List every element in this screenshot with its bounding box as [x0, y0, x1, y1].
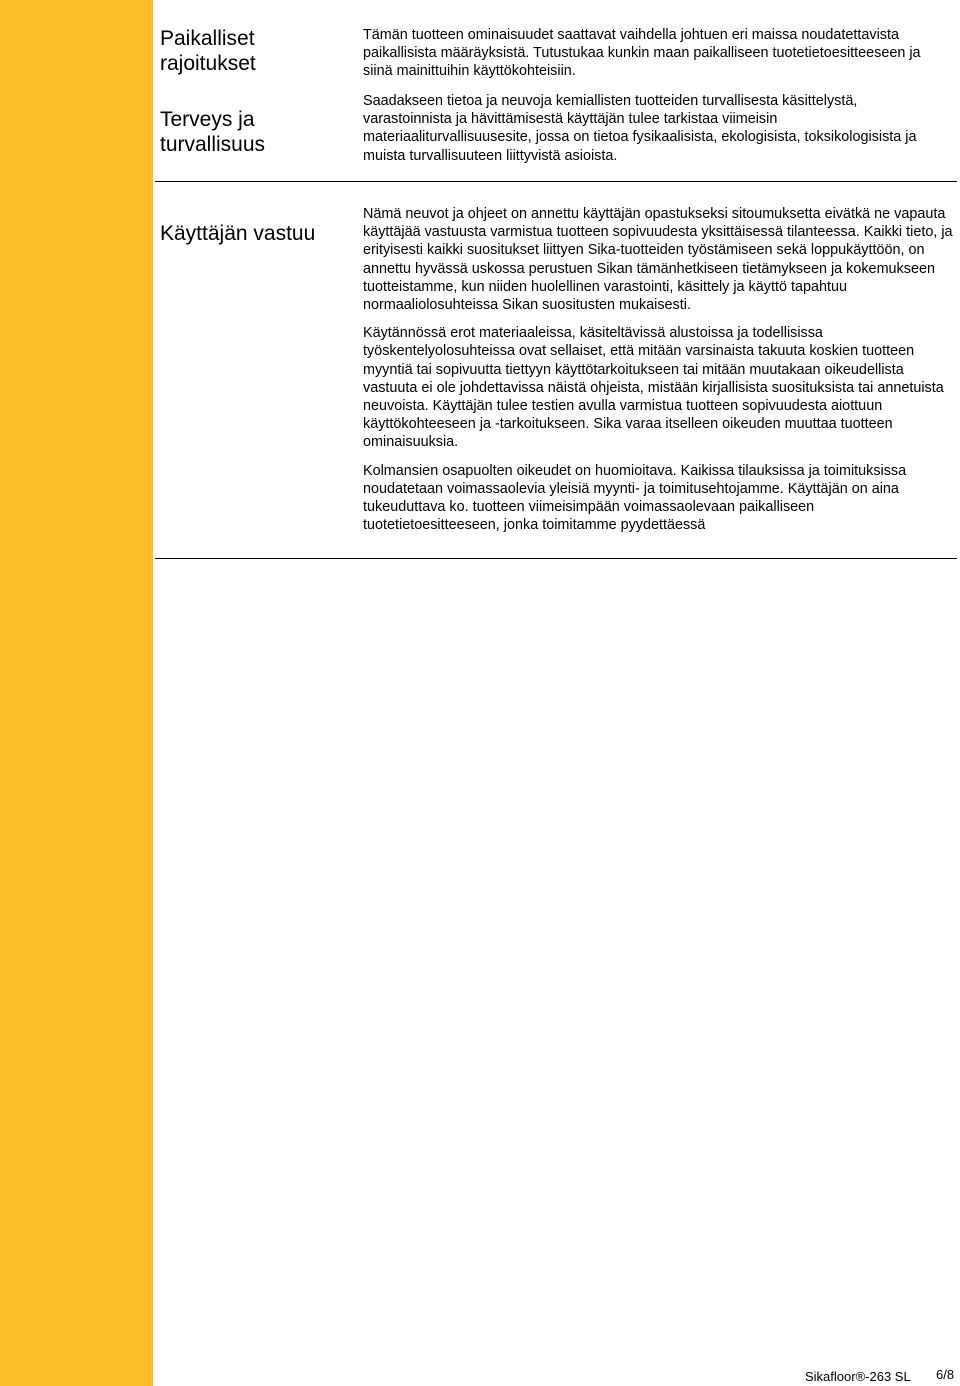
section-title-line: rajoitukset	[160, 52, 256, 75]
section-divider	[155, 181, 957, 182]
section-title-local-restrictions	[160, 26, 345, 76]
section-title-line: Paikalliset	[160, 27, 255, 50]
yellow-sidebar	[0, 0, 153, 1386]
paragraph: Tämän tuotteen ominaisuudet saattavat vaihdella johtuen eri maissa noudatettavista paikallisista määräyksistä. Tutustukaa kunkin maan paikalliseen tuotetietoesitteeseen ja siinä mainittuihin käyttökohteisiin.	[363, 27, 921, 80]
paragraph: Saadakseen tietoa ja neuvoja kemiallisten tuotteiden turvallisesta käsittelystä, varastoinnista ja hävittämisestä käyttäjän tulee tarkistaa viimeisin materiaaliturvallisuusesite, jossa on tietoa fysikaalisista, ekologisista, toksikologisista ja muista turvallisuuteen liittyvistä asioista.	[363, 93, 917, 164]
paragraph: Kolmansien osapuolten oikeudet on huomioitava. Kaikissa tilauksissa ja toimituksissa noudatetaan voimassaolevia yleisiä myynti- ja toimitusehtojamme. Käyttäjän on aina tukeuduttava ko. tuotteen viimeisimpään voimassaolevaan paikalliseen tuotetietoesitteeseen, jonka toimitamme pyydettäessä	[363, 462, 907, 534]
section-divider	[155, 558, 957, 559]
health-safety-text	[363, 92, 943, 165]
paragraph: Nämä neuvot ja ohjeet on annettu käyttäjän opastukseksi sitoumuksetta eivätkä ne vapauta käyttäjää vastuusta varmistua tuotteen sopivuudesta yksittäisessä tilanteessa. Kaikki tieto, ja erityisesti kaikki suositukset liittyen Sika-tuotteiden työstämiseen sekä loppukäyttöön, on annettu hyvässä uskossa perustuen Sikan tämänhetkiseen tietämykseen ja kokemukseen tuotteistamme, kun niiden huolellinen varastointi, käsittely ja käyttö tapahtuu normaaliolosuhteissa Sikan suositusten mukaisesti.	[363, 206, 953, 314]
section-title-line: Terveys ja	[160, 108, 255, 131]
footer-page-number: 6/8	[936, 1367, 955, 1382]
section-title-line: Käyttäjän vastuu	[160, 222, 316, 245]
user-responsibility-text	[363, 205, 953, 534]
paragraph: Käytännössä erot materiaaleissa, käsiteltävissä alustoissa ja todellisissa työskentelyolosuhteissa ovat sellaiset, että mitään varsinaista takuuta koskien tuotteen myyntiä tai sopivuutta tiettyyn käyttötarkoitukseen tai mitään muutakaan oikeudellista vastuuta ei ole johdettavissa näistä ohjeista, mistään kirjallisista suosituksista tai annetuista neuvoista. Käyttäjän tulee testien avulla varmistua tuotteen sopivuudesta aiottuun käyttökohteeseen ja -tarkoitukseen. Sika varaa itselleen oikeuden muuttaa tuotteen ominaisuuksia.	[363, 325, 944, 451]
local-restrictions-text	[363, 26, 953, 81]
section-title-line: turvallisuus	[160, 133, 266, 156]
footer-product-name: Sikafloor®-263 SL	[805, 1369, 911, 1384]
section-title-user-responsibility	[160, 221, 345, 246]
section-title-health-safety	[160, 107, 345, 157]
